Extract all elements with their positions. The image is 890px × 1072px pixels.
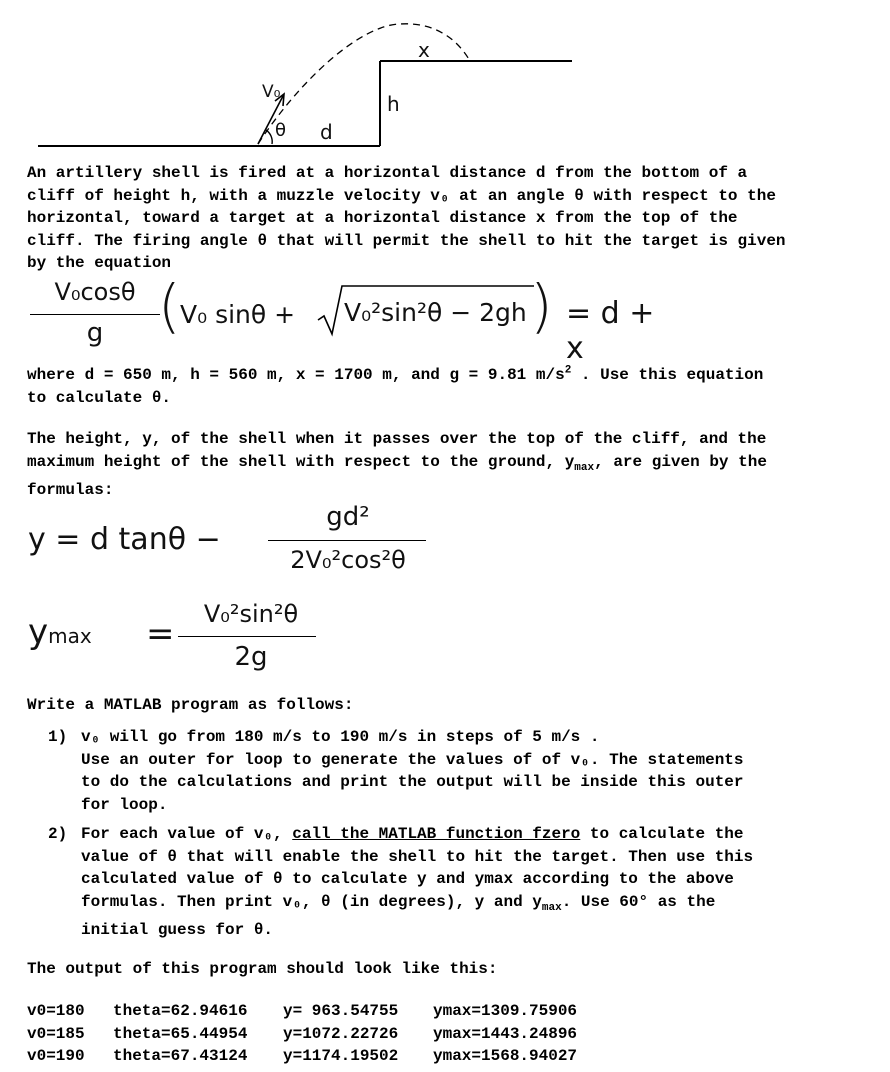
list-item (48, 823, 848, 941)
list-item (48, 726, 848, 818)
eq1-rhs: = d + x (566, 296, 655, 366)
eq3-fraction-bar (178, 636, 316, 637)
write-line: Write a MATLAB program as follows: (27, 696, 354, 714)
output-cell: v0=185 (27, 1024, 85, 1043)
intro-line: cliff of height h, with a muzzle velocity v₀ at an angle θ with respect to the (27, 186, 776, 205)
intro-paragraph (27, 162, 877, 275)
list-line: to do the calculations and print the output will be inside this outer (81, 773, 744, 791)
eq1-numerator: V₀cosθ (54, 278, 136, 306)
eq3-denominator: 2g (234, 642, 268, 672)
list-line: For each value of v₀, call the MATLAB function fzero to calculate the (81, 825, 744, 843)
eq1-left-paren: ( (158, 272, 181, 340)
output-cell: y= 963.54755 (283, 1002, 399, 1020)
eq2-lhs: y = d tanθ − (28, 522, 221, 557)
equation-ymax (28, 596, 348, 682)
label-x: x (418, 38, 430, 62)
intro-line: An artillery shell is fired at a horizontal distance d from the bottom of a (27, 164, 748, 182)
height-paragraph (27, 428, 877, 502)
eq1-fraction-bar (30, 314, 160, 315)
eq1-term1: V₀ sinθ + (180, 300, 296, 329)
eq3-lhs: ymax (28, 612, 92, 652)
equation-y (28, 500, 428, 580)
cliff-diagram-drawing (0, 0, 600, 160)
eq1-denominator: g (86, 318, 104, 348)
where-line: where d = 650 m, h = 560 m, x = 1700 m, and g = 9.81 $m/s^2$ . Use this equation (27, 364, 764, 384)
label-d: d (320, 120, 333, 144)
where-paragraph (27, 364, 877, 409)
where-line: to calculate θ. (27, 388, 172, 407)
output-cell: ymax=1443.24896 (433, 1024, 578, 1043)
list-line: Use an outer for loop to generate the values of of v₀. The statements (81, 750, 744, 769)
list-line: v₀ will go from 180 m/s to 190 m/s in steps of 5 m/s . (81, 728, 600, 746)
output-table (27, 1000, 577, 1068)
height-line: The height, y, of the shell when it passes over the top of the cliff, and the (27, 430, 767, 448)
output-row (27, 1023, 577, 1046)
list-line: calculated value of θ to calculate y and ymax according to the above (81, 870, 734, 888)
output-block (27, 1000, 577, 1068)
list-line: for loop. (81, 795, 168, 814)
output-cell: ymax=1568.94027 (433, 1047, 578, 1065)
height-line: maximum height of the shell with respect to the ground, $y_{max}$, are given by the (27, 452, 767, 474)
intro-line: horizontal, toward a target at a horizontal distance x from the top of the (27, 209, 738, 227)
intro-line: by the equation (27, 254, 172, 272)
intro-line: cliff. The firing angle θ that will permit the shell to hit the target is given (27, 231, 786, 250)
list-line: initial guess for θ. (81, 921, 274, 940)
eq2-numerator: gd² (326, 502, 370, 532)
output-cell: theta=67.43124 (113, 1047, 248, 1065)
list-number: 1) (48, 728, 68, 746)
eq1-radicand: V₀²sin²θ − 2gh (344, 298, 527, 327)
output-row (27, 1000, 577, 1023)
output-cell: y=1072.22726 (283, 1024, 399, 1043)
fzero-underlined-text: call the MATLAB function fzero (292, 825, 581, 843)
eq3-numerator: V₀²sin²θ (203, 600, 299, 628)
cliff-diagram (0, 0, 600, 160)
eq1-right-paren: ) (530, 272, 553, 340)
output-cell: theta=65.44954 (113, 1024, 248, 1043)
equation-angle (30, 272, 680, 366)
eq2-denominator: 2V₀²cos²θ (290, 546, 406, 574)
height-line: formulas: (27, 481, 114, 500)
output-cell: theta=62.94616 (113, 1002, 248, 1020)
output-cell: ymax=1309.75906 (433, 1002, 578, 1020)
label-h: h (387, 92, 400, 116)
list-line: value of θ that will enable the shell to hit the target. Then use this (81, 847, 754, 866)
label-theta: θ (275, 120, 287, 141)
eq3-equals: = (146, 614, 175, 654)
output-cell: v0=190 (27, 1047, 85, 1065)
list-line: formulas. Then print v₀, θ (in degrees), y and $y_{max}$. Use 60° as the (81, 892, 716, 914)
label-v0: V₀ (262, 82, 281, 102)
eq2-fraction-bar (268, 540, 426, 541)
output-row (27, 1045, 577, 1068)
list-number: 2) (48, 825, 68, 843)
output-cell: v0=180 (27, 1002, 85, 1020)
output-intro: The output of this program should look like this: (27, 960, 498, 978)
output-cell: y=1174.19502 (283, 1047, 399, 1065)
